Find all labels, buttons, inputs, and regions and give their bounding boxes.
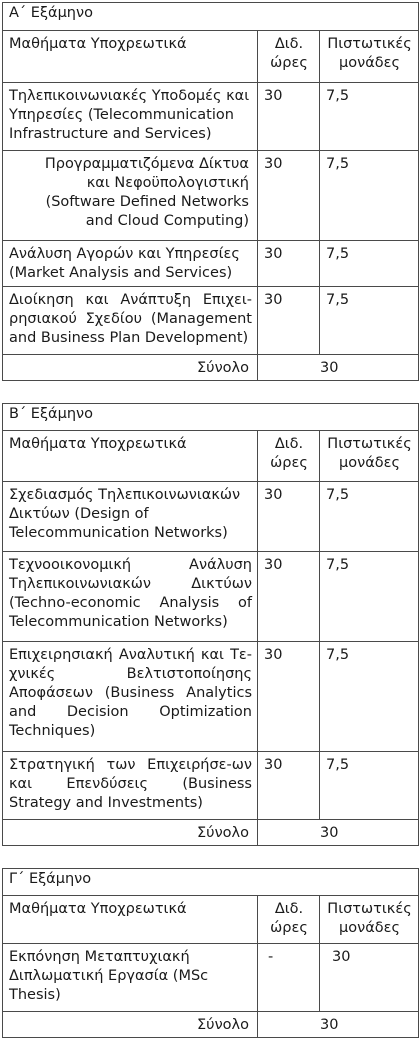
course-name: Ανάλυση Αγορών και Υπηρεσίες (Market Analysis and Services) <box>3 241 258 287</box>
course-name: Τεχνοοικονομική Ανάλυση Τηλεπικοινωνιακών Δικτύων (Techno-economic Analysis of Telecommunication Networks) <box>3 552 258 642</box>
course-credits: 7,5 <box>320 552 419 642</box>
course-credits: 7,5 <box>320 482 419 552</box>
total-credits-value: 30 <box>320 825 339 841</box>
semester-title: Γ΄ Εξάμηνο <box>3 869 419 896</box>
course-hours: 30 <box>258 552 320 642</box>
course-name: Τηλεπικοινωνιακές Υποδομές και Υπηρεσίες (Telecommunication Infrastructure and Services) <box>3 83 258 151</box>
course-credits: 30 <box>320 944 419 1012</box>
header-credits: Πιστωτικές μονάδες <box>320 431 419 482</box>
course-hours: 30 <box>258 482 320 552</box>
course-name: Εκπόνηση Μεταπτυχιακή Διπλωματική Εργασία (MSc Thesis) <box>3 944 258 1012</box>
header-hours: Διδ. ώρες <box>258 896 320 944</box>
header-course: Μαθήματα Υποχρεωτικά <box>3 31 258 83</box>
course-credits: 7,5 <box>320 642 419 752</box>
semester-c-table <box>2 868 419 1038</box>
semester-title: Β΄ Εξάμηνο <box>3 404 419 431</box>
course-credits: 7,5 <box>320 287 419 355</box>
total-label: Σύνολο <box>3 820 258 846</box>
total-label: Σύνολο <box>3 1012 258 1038</box>
course-hours: - <box>258 944 320 1012</box>
course-name: Επιχειρησιακή Αναλυτική και Τε-χνικές Βελτιστοποίησης Αποφάσεων (Business Analytics and Decision Optimization Techniques) <box>3 642 258 752</box>
total-credits-value: 30 <box>320 360 339 376</box>
header-course: Μαθήματα Υποχρεωτικά <box>3 896 258 944</box>
header-hours: Διδ. ώρες <box>258 431 320 482</box>
course-hours: 30 <box>258 83 320 151</box>
course-name: Προγραμματιζόμενα Δίκτυα και Νεφοϋπολογιστική (Software Defined Networks and Cloud Computing) <box>3 151 258 241</box>
total-credits <box>258 820 419 846</box>
semester-title: Α΄ Εξάμηνο <box>3 3 419 31</box>
course-hours: 30 <box>258 287 320 355</box>
header-credits: Πιστωτικές μονάδες <box>320 31 419 83</box>
total-credits-value: 30 <box>320 1017 339 1033</box>
course-hours: 30 <box>258 642 320 752</box>
course-hours: 30 <box>258 151 320 241</box>
course-hours: 30 <box>258 241 320 287</box>
header-course: Μαθήματα Υποχρεωτικά <box>3 431 258 482</box>
course-name: Στρατηγική των Επιχειρήσε-ων και Επενδύσεις (Business Strategy and Investments) <box>3 752 258 820</box>
semester-a-table <box>2 2 419 381</box>
header-hours: Διδ. ώρες <box>258 31 320 83</box>
total-credits <box>258 1012 419 1038</box>
course-credits: 7,5 <box>320 83 419 151</box>
semester-b-table <box>2 403 419 846</box>
course-hours: 30 <box>258 752 320 820</box>
course-credits: 7,5 <box>320 241 419 287</box>
course-credits: 7,5 <box>320 151 419 241</box>
course-credits: 7,5 <box>320 752 419 820</box>
total-credits <box>258 355 419 381</box>
total-label: Σύνολο <box>3 355 258 381</box>
course-name: Διοίκηση και Ανάπτυξη Επιχει-ρησιακού Σχεδίου (Management and Business Plan Development) <box>3 287 258 355</box>
header-credits: Πιστωτικές μονάδες <box>320 896 419 944</box>
course-name: Σχεδιασμός Τηλεπικοινωνιακών Δικτύων (Design of Telecommunication Networks) <box>3 482 258 552</box>
